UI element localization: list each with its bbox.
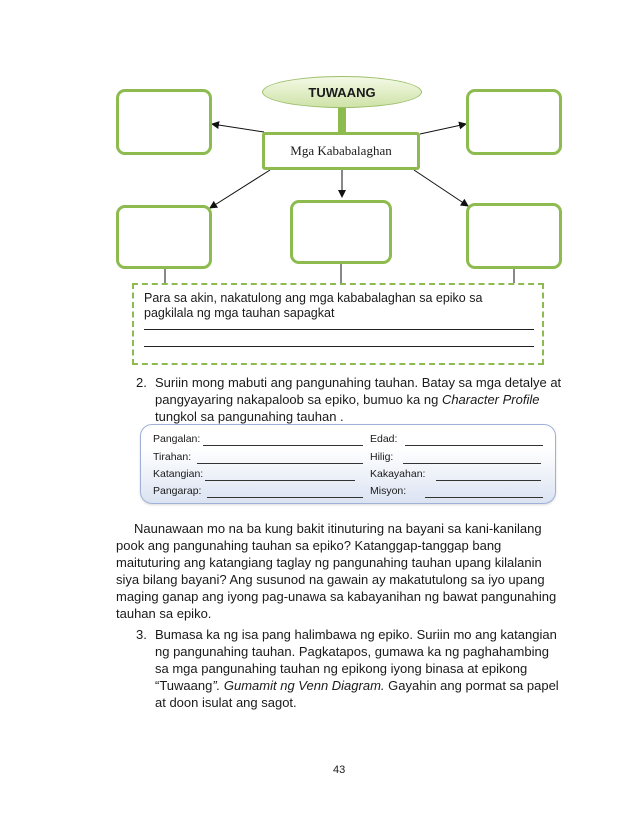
item-2-text bbox=[155, 374, 575, 425]
reflection-prompt bbox=[144, 291, 482, 321]
paragraph-line-6: tauhan sa epiko. bbox=[116, 606, 212, 621]
answer-box-bottom-right[interactable] bbox=[466, 203, 562, 269]
profile-label-mission: Misyon: bbox=[370, 485, 407, 497]
profile-field-name[interactable] bbox=[203, 445, 363, 446]
profile-label-age: Edad: bbox=[370, 433, 398, 445]
item-3-line-4 bbox=[155, 677, 575, 694]
reflection-box bbox=[132, 283, 544, 365]
arrow-bottom-left bbox=[210, 170, 270, 208]
item-3-text bbox=[155, 626, 575, 711]
profile-label-traits: Katangian: bbox=[153, 468, 204, 480]
item-2-line-2-text: pangyayaring nakapaloob sa epiko, bumuo ka ng bbox=[155, 392, 442, 407]
paragraph-line-4: siya bilang bayani? Ang susunod na gawain ay makatutulong sa iyo upang bbox=[116, 572, 545, 587]
arrow-top-left bbox=[212, 124, 264, 132]
diagram-title: TUWAANG bbox=[308, 84, 376, 100]
character-profile-term: Character Profile bbox=[441, 392, 540, 407]
venn-diagram-instruction: ”. Gumamit ng Venn Diagram. bbox=[212, 678, 385, 693]
paragraph-line-3: maituturing ang katangiang taglay ng pangunahing tauhan upang kilalanin bbox=[116, 555, 542, 570]
epic-title-tuwaang: “Tuwaang bbox=[155, 678, 213, 693]
center-concept-box bbox=[262, 132, 420, 170]
reflection-line-1: Para sa akin, nakatulong ang mga kababalaghan sa epiko sa bbox=[144, 291, 483, 305]
answer-line-1[interactable] bbox=[144, 329, 534, 330]
item-2-line-3: tungkol sa pangunahing tauhan . bbox=[155, 409, 344, 424]
character-profile-card bbox=[140, 424, 556, 504]
profile-label-dream: Pangarap: bbox=[153, 485, 202, 497]
paragraph-line-2: pook ang pangunahing tauhan sa epiko? Katanggap-tanggap bang bbox=[116, 538, 502, 553]
item-3-line-3: sa mga pangunahing tauhan ng epikong iyong binasa at epikong bbox=[155, 661, 528, 676]
answer-box-bottom-center[interactable] bbox=[290, 200, 392, 264]
arrow-bottom-right bbox=[414, 170, 468, 206]
paragraph-line-1: Naunawaan mo na ba kung bakit itinuturing na bayani sa kani-kanilang bbox=[134, 521, 542, 536]
answer-box-top-right[interactable] bbox=[466, 89, 562, 155]
profile-field-ability[interactable] bbox=[436, 480, 541, 481]
item-3-line-4-rest: Gayahin ang pormat sa papel bbox=[384, 678, 559, 693]
profile-label-name: Pangalan: bbox=[153, 433, 201, 445]
profile-field-dream[interactable] bbox=[207, 497, 363, 498]
item-2-line-1: Suriin mong mabuti ang pangunahing tauhan. Batay sa mga detalye at bbox=[155, 375, 562, 390]
profile-field-traits[interactable] bbox=[205, 480, 355, 481]
profile-field-hobby[interactable] bbox=[403, 463, 541, 464]
diagram-title-ellipse bbox=[262, 76, 422, 108]
center-concept-label: Mga Kababalaghan bbox=[290, 143, 392, 158]
item-3-number: 3. bbox=[136, 627, 147, 642]
item-3-line-1: Bumasa ka ng isa pang halimbawa ng epiko. Suriin mo ang katangian bbox=[155, 627, 557, 642]
profile-label-ability: Kakayahan: bbox=[370, 468, 426, 480]
body-paragraph bbox=[116, 520, 586, 622]
arrow-top-right bbox=[420, 124, 466, 134]
page-number: 43 bbox=[333, 764, 346, 776]
item-2-number: 2. bbox=[136, 375, 147, 390]
reflection-line-2: pagkilala ng mga tauhan sapagkat bbox=[144, 306, 335, 320]
item-2-line-2 bbox=[155, 391, 575, 408]
profile-field-age[interactable] bbox=[405, 445, 543, 446]
answer-box-bottom-left[interactable] bbox=[116, 205, 212, 269]
item-3-line-2: ng pangunahing tauhan. Pagkatapos, gumawa ka ng paghahambing bbox=[155, 644, 549, 659]
item-3-line-5: at doon isulat ang sagot. bbox=[155, 695, 297, 710]
profile-label-hobby: Hilig: bbox=[370, 451, 394, 463]
profile-field-mission[interactable] bbox=[425, 497, 543, 498]
answer-line-2[interactable] bbox=[144, 346, 534, 347]
profile-label-residence: Tirahan: bbox=[153, 451, 192, 463]
stem-connector bbox=[338, 107, 346, 133]
answer-box-top-left[interactable] bbox=[116, 89, 212, 155]
paragraph-line-5: maging ganap ang iyong pag-unawa sa kabayanihan ng bawat pangunahing bbox=[116, 589, 557, 604]
profile-field-residence[interactable] bbox=[197, 463, 363, 464]
